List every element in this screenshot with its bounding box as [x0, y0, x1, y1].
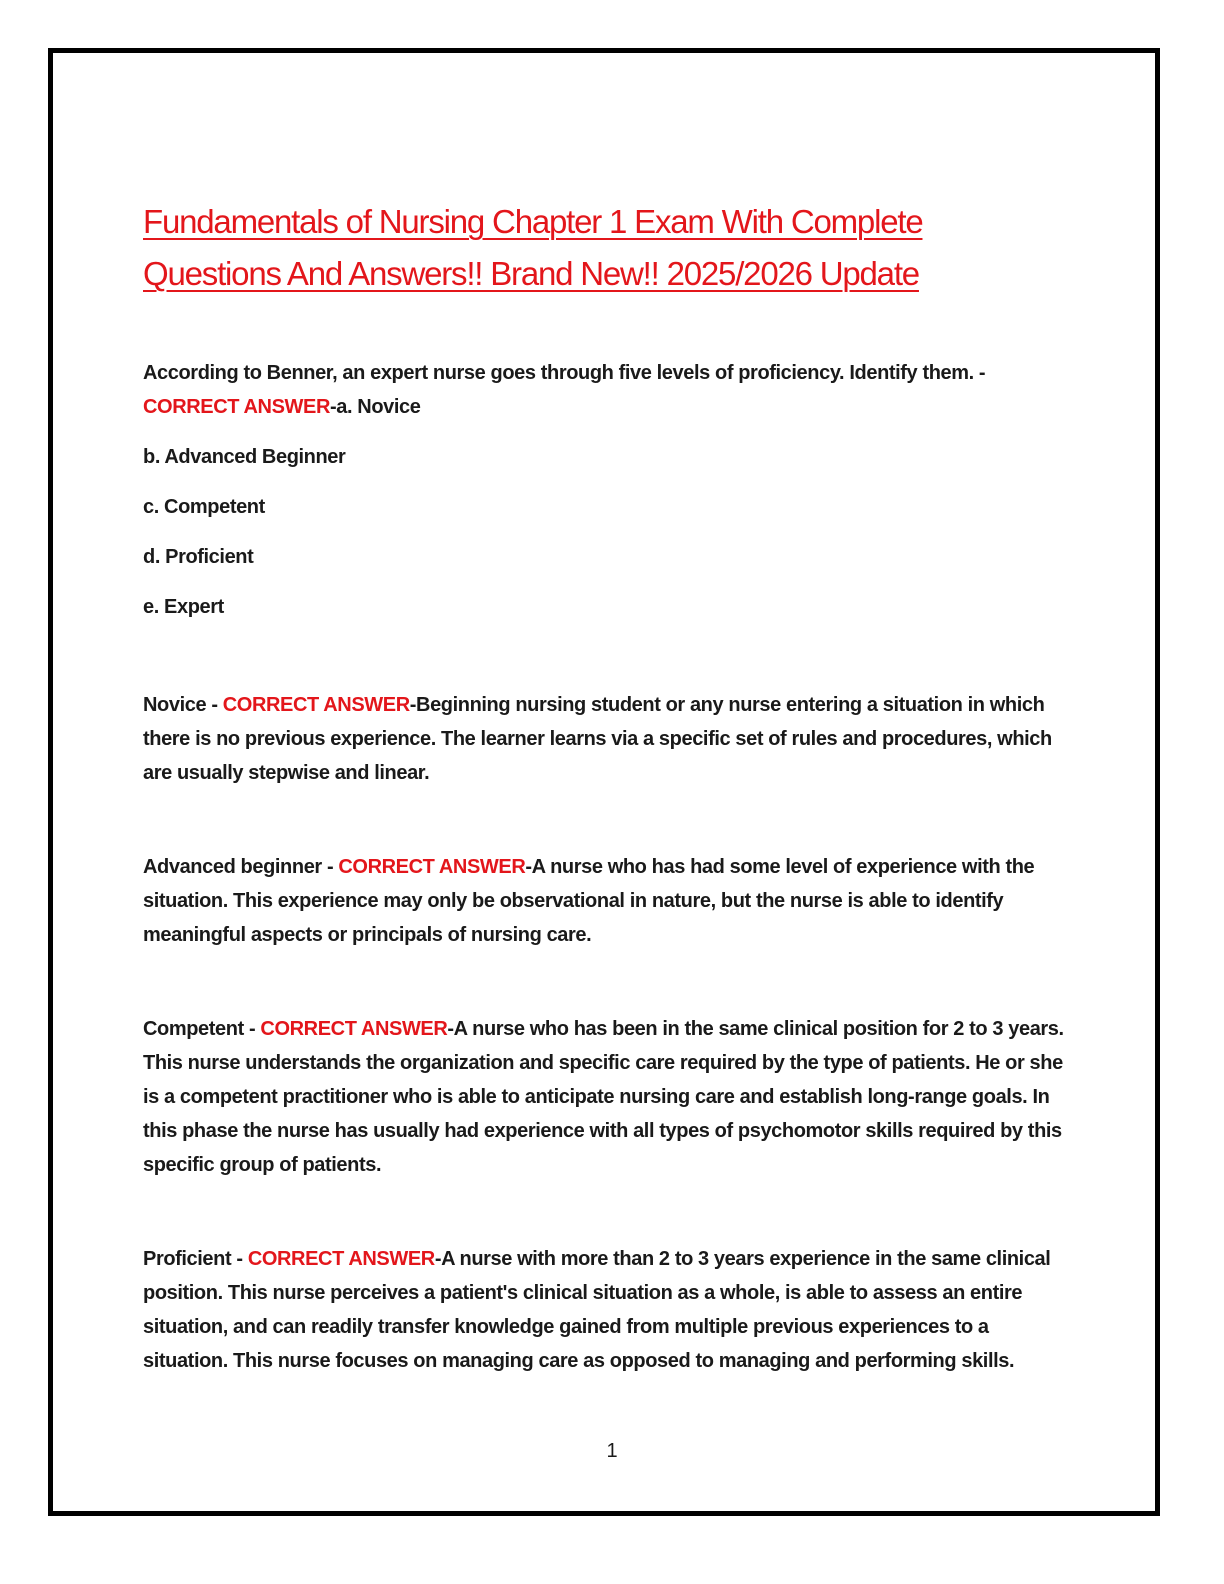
definition-term: Competent - — [143, 1018, 261, 1040]
answer-option-e: e. Expert — [143, 596, 224, 618]
question-text: According to Benner, an expert nurse goes through five levels of proficiency. Identify them. - — [143, 362, 986, 384]
title-line-2: Questions And Answers!! Brand New!! 2025/2026 Update — [143, 255, 919, 292]
answer-option-c: c. Competent — [143, 496, 265, 518]
document-body — [143, 196, 1078, 1378]
definition-term: Advanced beginner - — [143, 856, 339, 878]
correct-answer-label: CORRECT ANSWER — [222, 694, 410, 716]
definition-answer: -Beginning nursing student or any nurse entering a situation in which there is no previous experience. The learner learns via a specific set of rules and procedures, which are usually stepwise and linear. — [143, 694, 1052, 784]
correct-answer-label: CORRECT ANSWER — [338, 856, 526, 878]
definition-answer: -A nurse who has had some level of experience with the situation. This experience may only be observational in nature, but the nurse is able to identify meaningful aspects or principals of nursing care. — [143, 856, 1035, 946]
page-number: 1 — [606, 1440, 618, 1462]
definition-advanced-beginner — [143, 850, 1078, 952]
definition-text — [143, 1012, 1078, 1182]
question-benner-levels — [143, 356, 1078, 624]
answer-option-b: b. Advanced Beginner — [143, 446, 346, 468]
answer-option-d: d. Proficient — [143, 546, 254, 568]
correct-answer-label: CORRECT ANSWER — [260, 1018, 448, 1040]
title-line-1: Fundamentals of Nursing Chapter 1 Exam With Complete — [143, 203, 923, 240]
answer-option-a: -a. Novice — [330, 396, 421, 418]
definition-term: Proficient - — [143, 1248, 248, 1270]
definition-text — [143, 850, 1078, 952]
question-prompt — [143, 356, 1078, 424]
definition-text — [143, 1242, 1078, 1378]
correct-answer-label: CORRECT ANSWER — [143, 396, 330, 418]
document-title — [143, 196, 1078, 300]
definition-competent — [143, 1012, 1078, 1182]
definition-answer: -A nurse who has been in the same clinical position for 2 to 3 years. This nurse understands the organization and specific care required by the type of patients. He or she is a competent practitioner who is able to anticipate nursing care and establish long-range goals. In this phase the nurse has usually had experience with all types of psychomotor skills required by this specific group of patients. — [143, 1018, 1064, 1176]
definition-answer: -A nurse with more than 2 to 3 years experience in the same clinical position. This nurse perceives a patient's clinical situation as a whole, is able to assess an entire situation, and can readily transfer knowledge gained from multiple previous experiences to a situation. This nurse focuses on managing care as opposed to managing and performing skills. — [143, 1248, 1051, 1372]
definition-novice — [143, 688, 1078, 790]
definition-term: Novice - — [143, 694, 223, 716]
definition-text — [143, 688, 1078, 790]
definition-proficient — [143, 1242, 1078, 1378]
correct-answer-label: CORRECT ANSWER — [247, 1248, 435, 1270]
